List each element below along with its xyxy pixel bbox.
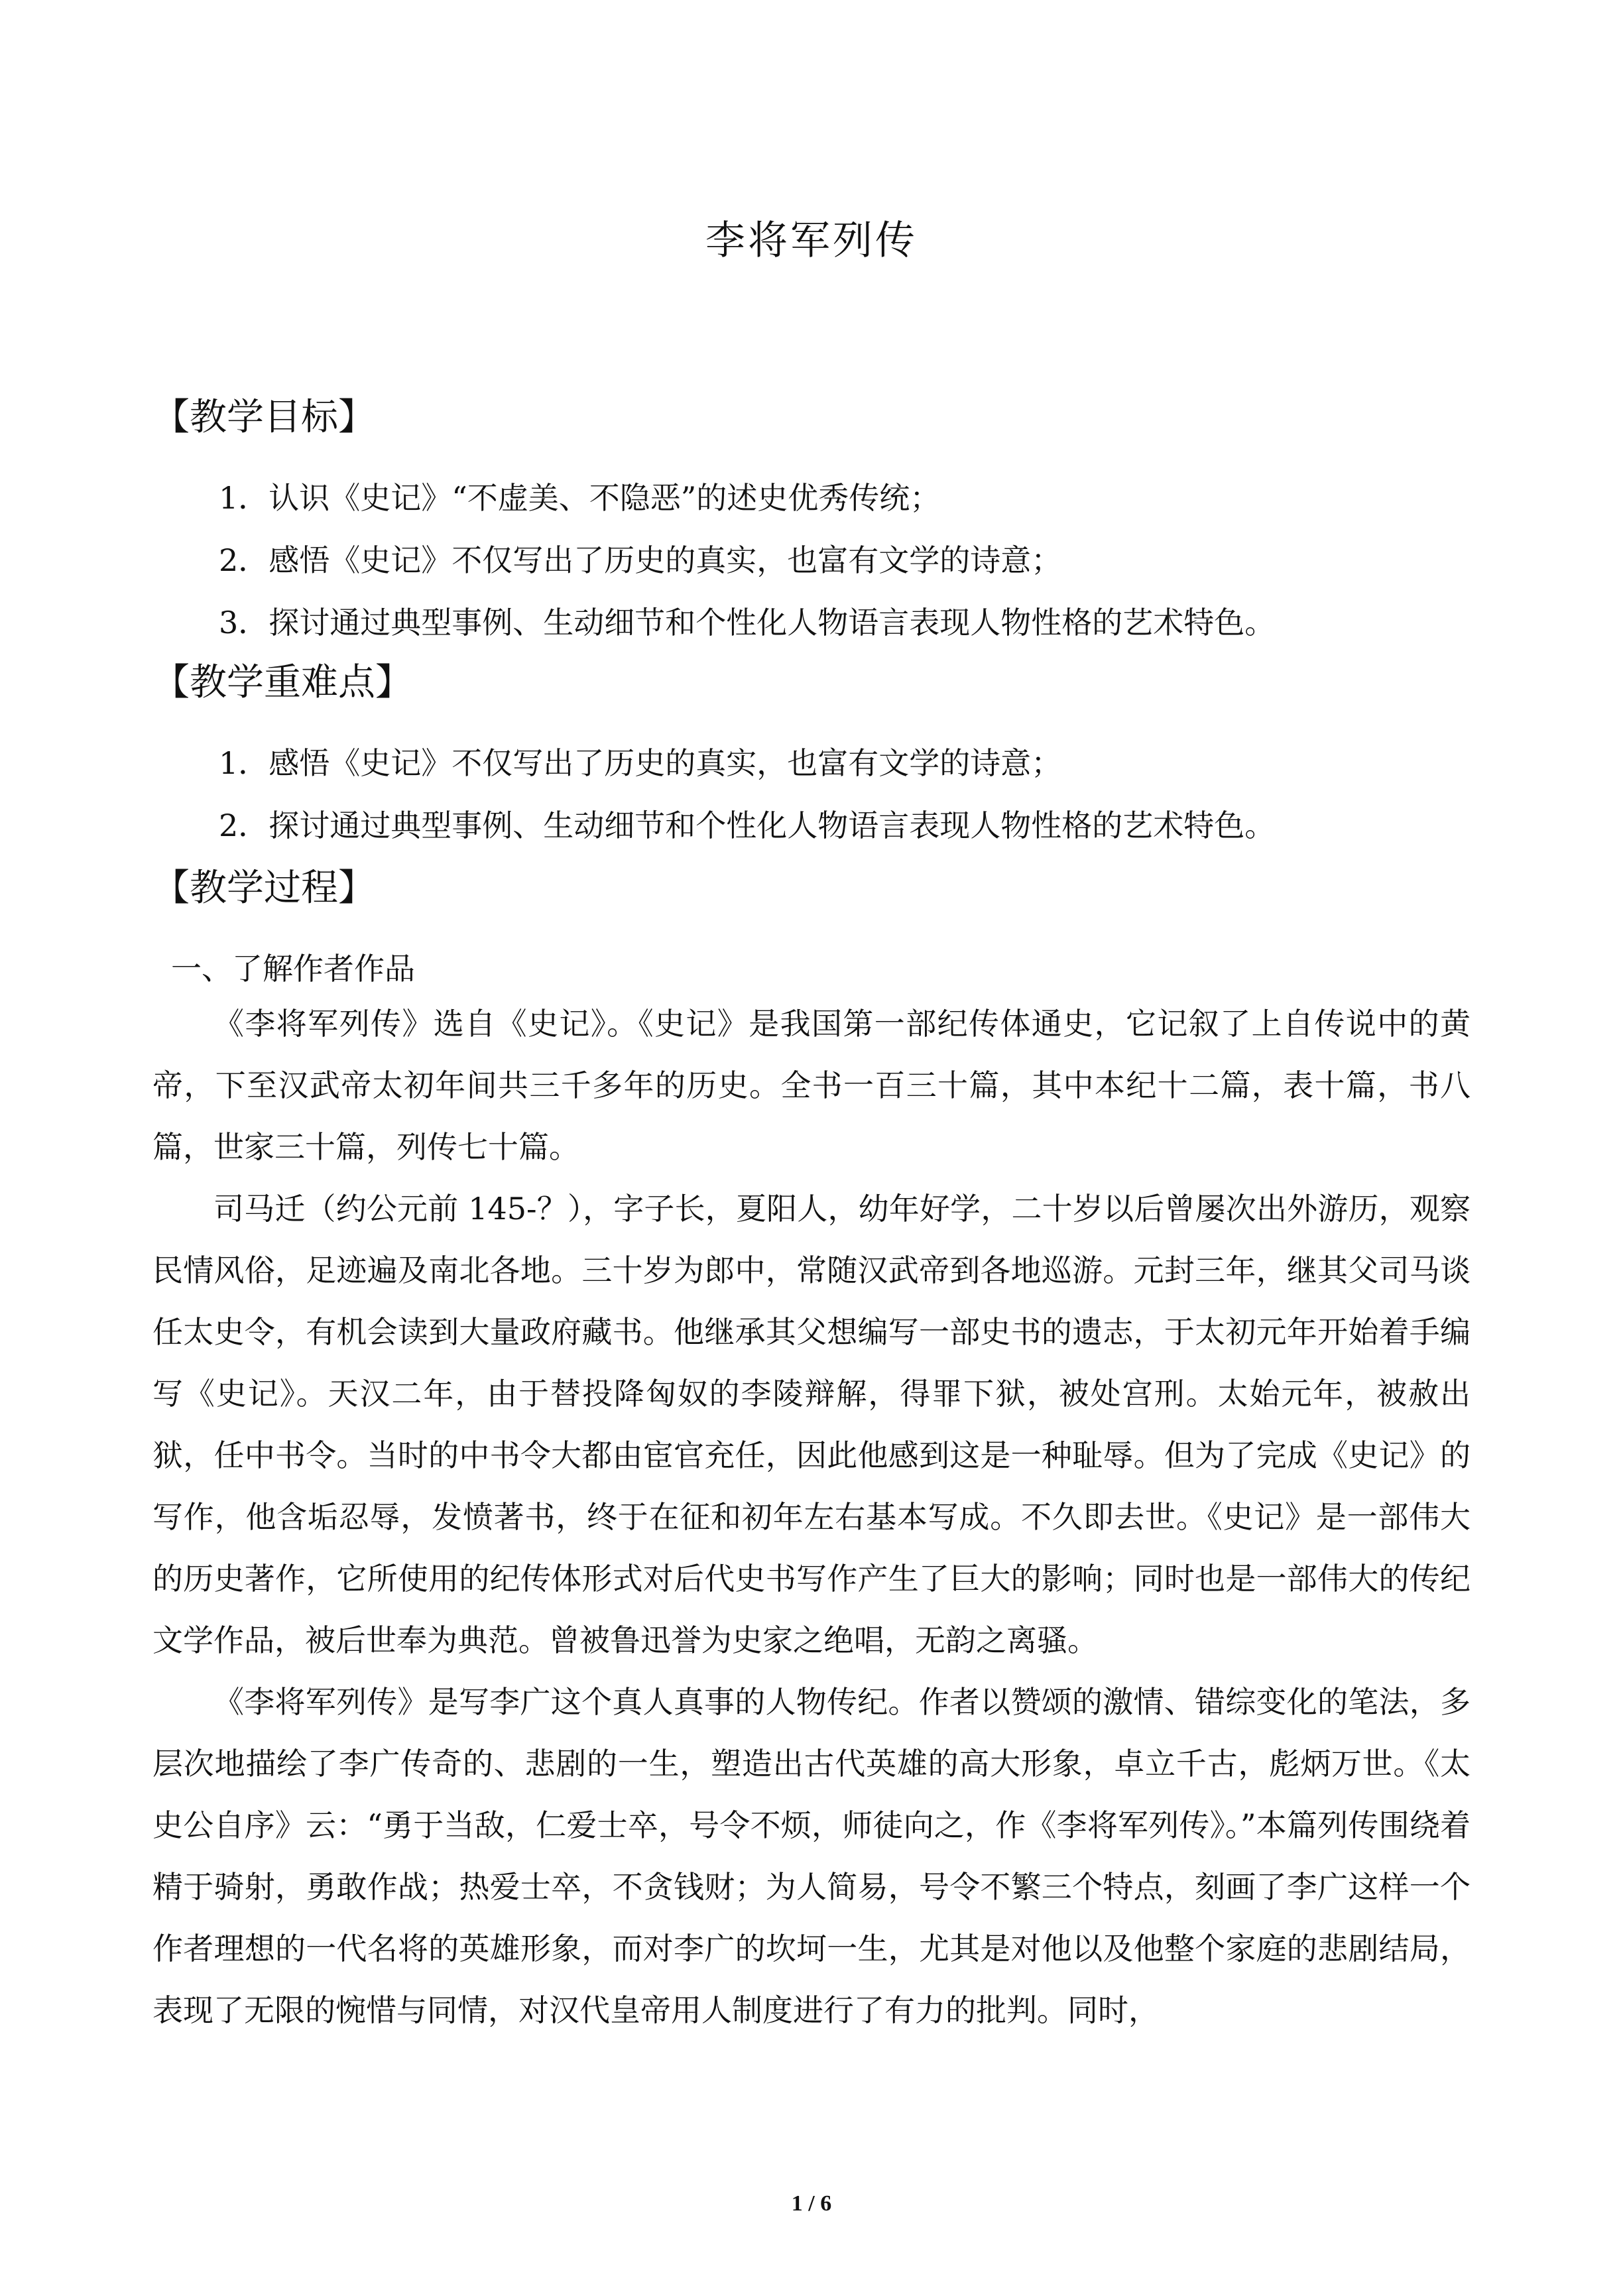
process-sub-heading: 一、了解作者作品 bbox=[171, 951, 415, 987]
paragraph-sima-qian: 司马迁（约公元前 145-？），字子长，夏阳人，幼年好学，二十岁以后曾屡次出外游历，观察民情风俗，足迹遍及南北各地。三十岁为郎中，常随汉武帝到各地巡游。元封三年，继其父司马谈任太史令，有机会读到大量政府藏书。他继承其父想编写一部史书的遗志，于太初元年开始着手编写《史记》。天汉二年，由于替投降匈奴的李陵辩解，得罪下狱，被处宫刑。太始元年，被赦出狱，任中书令。当时的中书令大都由宦官充任，因此他感到这是一种耻辱。但为了完成《史记》的写作，他含垢忍辱，发愤著书，终于在征和初年左右基本写成。不久即去世。《史记》是一部伟大的历史著作，它所使用的纪传体形式对后代史书写作产生了巨大的影响；同时也是一部伟大的传纪文学作品，被后世奉为典范。曾被鲁迅誉为史家之绝唱，无韵之离骚。 bbox=[152, 1191, 1471, 1658]
key-point-item-1: 1．感悟《史记》不仅写出了历史的真实，也富有文学的诗意； bbox=[219, 745, 1062, 781]
objectives-heading: 【教学目标】 bbox=[152, 396, 375, 439]
objective-item-3: 3．探讨通过典型事例、生动细节和个性化人物语言表现人物性格的艺术特色。 bbox=[219, 605, 1276, 640]
paragraph-li-guang: 《李将军列传》是写李广这个真人真事的人物传纪。作者以赞颂的激情、错综变化的笔法，多层次地描绘了李广传奇的、悲剧的一生，塑造出古代英雄的高大形象，卓立千古，彪炳万世。《太史公自序》云：“勇于当敌，仁爱士卒，号令不烦，师徒向之，作《李将军列传》。”本篇列传围绕着精于骑射，勇敢作战；热爱士卒，不贪钱财；为人简易，号令不繁三个特点，刻画了李广这样一个作者理想的一代名将的英雄形象，而对李广的坎坷一生，尤其是对他以及他整个家庭的悲剧结局，表现了无限的惋惜与同情，对汉代皇帝用人制度进行了有力的批判。同时， bbox=[152, 1684, 1471, 2028]
paragraph-shiji-intro: 《李将军列传》选自《史记》。《史记》是我国第一部纪传体通史，它记叙了上自传说中的黄帝，下至汉武帝太初年间共三千多年的历史。全书一百三十篇，其中本纪十二篇，表十篇，书八篇，世家三十篇，列传七十篇。 bbox=[152, 1006, 1471, 1165]
objective-item-1: 1．认识《史记》“不虚美、不隐恶”的述史优秀传统； bbox=[219, 480, 941, 516]
page-number: 1 / 6 bbox=[791, 2191, 832, 2216]
key-point-item-2: 2．探讨通过典型事例、生动细节和个性化人物语言表现人物性格的艺术特色。 bbox=[219, 808, 1276, 843]
objective-item-2: 2．感悟《史记》不仅写出了历史的真实，也富有文学的诗意； bbox=[219, 542, 1062, 578]
process-heading: 【教学过程】 bbox=[152, 867, 375, 910]
key-points-heading: 【教学重难点】 bbox=[152, 661, 412, 704]
document-title: 李将军列传 bbox=[705, 217, 918, 264]
